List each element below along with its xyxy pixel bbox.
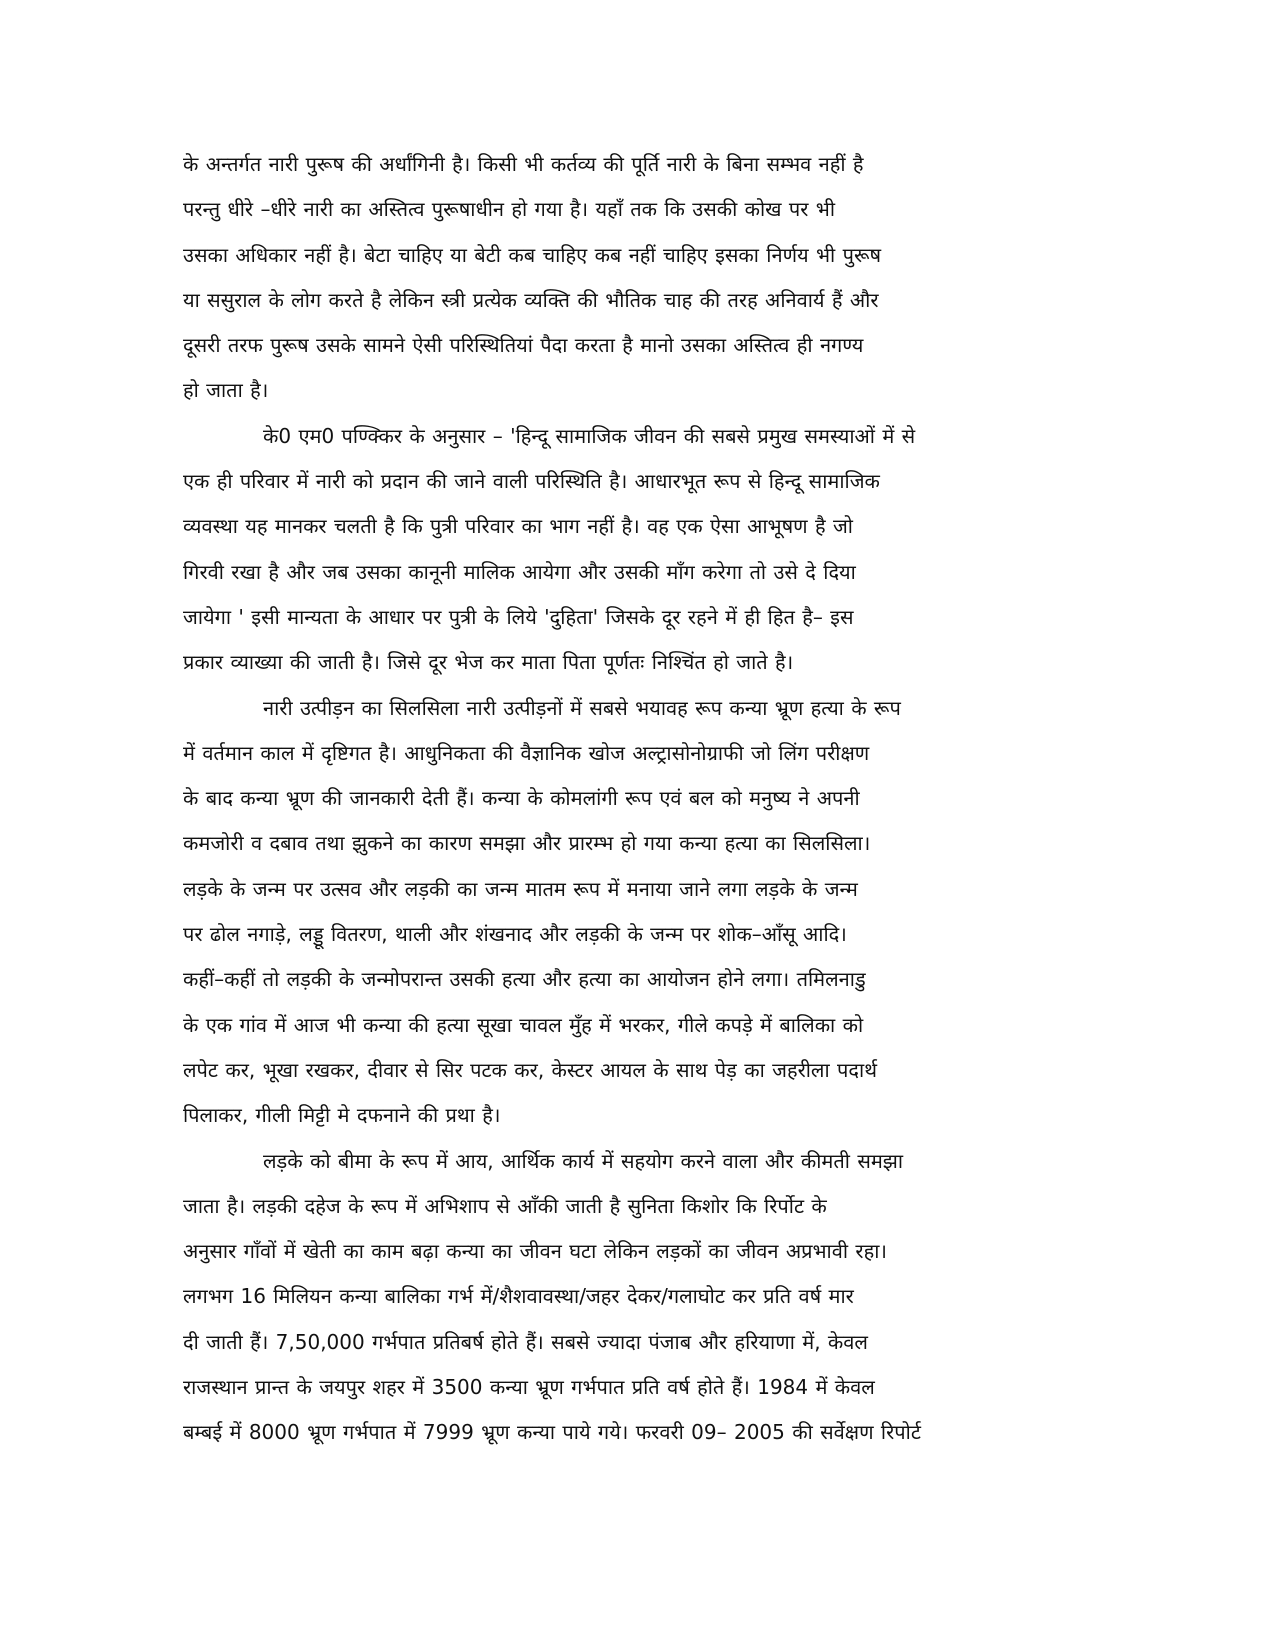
paragraph-4	[183, 1139, 1080, 1456]
text-line: उसका अधिकार नहीं है। बेटा चाहिए या बेटी कब चाहिए कब नहीं चाहिए इसका निर्णय भी पुरूष	[183, 242, 882, 267]
text-line: व्यवस्था यह मानकर चलती है कि पुत्री परिवार का भाग नहीं है। वह एक ऐसा आभूषण है जो	[183, 514, 853, 539]
text-line: राजस्थान प्रान्त के जयपुर शहर में 3500 कन्या भ्रूण गर्भपात प्रति वर्ष होते हैं। 1984 में केवल	[183, 1375, 875, 1400]
document-body	[183, 142, 1080, 1456]
text-line: दी जाती हैं। 7,50,000 गर्भपात प्रतिबर्ष होते हैं। सबसे ज्यादा पंजाब और हरियाणा में, केवल	[183, 1329, 868, 1354]
text-line: जायेगा ' इसी मान्यता के आधार पर पुत्री के लिये 'दुहिता' जिसके दूर रहने में ही हित है– इस	[183, 604, 854, 629]
text-line: दूसरी तरफ पुरूष उसके सामने ऐसी परिस्थितियां पैदा करता है मानो उसका अस्तित्व ही नगण्य	[183, 333, 864, 358]
text-line: हो जाता है।	[183, 378, 269, 403]
text-line: लपेट कर, भूखा रखकर, दीवार से सिर पटक कर, केस्टर आयल के साथ पेड़ का जहरीला पदार्थ	[183, 1057, 877, 1082]
text-line: नारी उत्पीड़न का सिलसिला नारी उत्पीड़नों में सबसे भयावह रूप कन्या भ्रूण हत्या के रूप	[263, 695, 901, 720]
text-line: गिरवी रखा है और जब उसका कानूनी मालिक आयेगा और उसकी माँग करेगा तो उसे दे दिया	[183, 559, 856, 584]
paragraph-1	[183, 142, 1080, 414]
text-line: के0 एम0 पण्क्किर के अनुसार – 'हिन्दू सामाजिक जीवन की सबसे प्रमुख समस्याओं में से	[263, 423, 916, 448]
text-line: के अन्तर्गत नारी पुरूष की अर्धांगिनी है। किसी भी कर्तव्य की पूर्ति नारी के बिना सम्भव नहीं है	[183, 152, 864, 176]
text-line: अनुसार गाँवों में खेती का काम बढ़ा कन्या का जीवन घटा लेकिन लड़कों का जीवन अप्रभावी रहा।	[183, 1239, 887, 1264]
text-line: एक ही परिवार में नारी को प्रदान की जाने वाली परिस्थिति है। आधारभूत रूप से हिन्दू सामाजिक	[183, 469, 880, 494]
text-line: जाता है। लड़की दहेज के रूप में अभिशाप से आँकी जाती है सुनिता किशोर कि रिर्पोट के	[183, 1193, 827, 1218]
text-line: में वर्तमान काल में दृष्टिगत है। आधुनिकता की वैज्ञानिक खोज अल्ट्रासोनोग्राफी जो लिंग परीक्षण	[183, 740, 870, 765]
text-line: बम्बई में 8000 भ्रूण गर्भपात में 7999 भ्रूण कन्या पाये गये। फरवरी 09– 2005 की सर्वेक्षण रिपोर्ट	[183, 1420, 921, 1445]
paragraph-3	[183, 686, 1080, 1139]
text-line: कहीं–कहीं तो लड़की के जन्मोपरान्त उसकी हत्या और हत्या का आयोजन होने लगा। तमिलनाडु	[183, 967, 866, 992]
text-line: के बाद कन्या भ्रूण की जानकारी देती हैं। कन्या के कोमलांगी रूप एवं बल को मनुष्य ने अपनी	[183, 786, 860, 811]
text-line: प्रकार व्याख्या की जाती है। जिसे दूर भेज कर माता पिता पूर्णतः निश्चिंत हो जाते है।	[183, 650, 794, 675]
text-line: लगभग 16 मिलियन कन्या बालिका गर्भ में/शैशवावस्था/जहर देकर/गलाघोट कर प्रति वर्ष मार	[183, 1284, 854, 1309]
text-line: के एक गांव में आज भी कन्या की हत्या सूखा चावल मुँह में भरकर, गीले कपड़े में बालिका को	[183, 1012, 864, 1037]
text-line: परन्तु धीरे –धीरे नारी का अस्तित्व पुरूषाधीन हो गया है। यहाँ तक कि उसकी कोख पर भी	[183, 197, 836, 222]
text-line: या ससुराल के लोग करते है लेकिन स्त्री प्रत्येक व्यक्ति की भौतिक चाह की तरह अनिवार्य हैं और	[183, 287, 879, 312]
text-line: कमजोरी व दबाव तथा झुकने का कारण समझा और प्रारम्भ हो गया कन्या हत्या का सिलसिला।	[183, 831, 871, 856]
text-line: पर ढोल नगाड़े, लड्डू वितरण, थाली और शंखनाद और लड़की के जन्म पर शोक–आँसू आदि।	[183, 922, 847, 947]
text-line: लड़के को बीमा के रूप में आय, आर्थिक कार्य में सहयोग करने वाला और कीमती समझा	[263, 1148, 904, 1173]
paragraph-2	[183, 414, 1080, 686]
text-line: लड़के के जन्म पर उत्सव और लड़की का जन्म मातम रूप में मनाया जाने लगा लड़के के जन्म	[183, 876, 858, 901]
text-line: पिलाकर, गीली मिट्टी मे दफनाने की प्रथा है।	[183, 1103, 501, 1128]
